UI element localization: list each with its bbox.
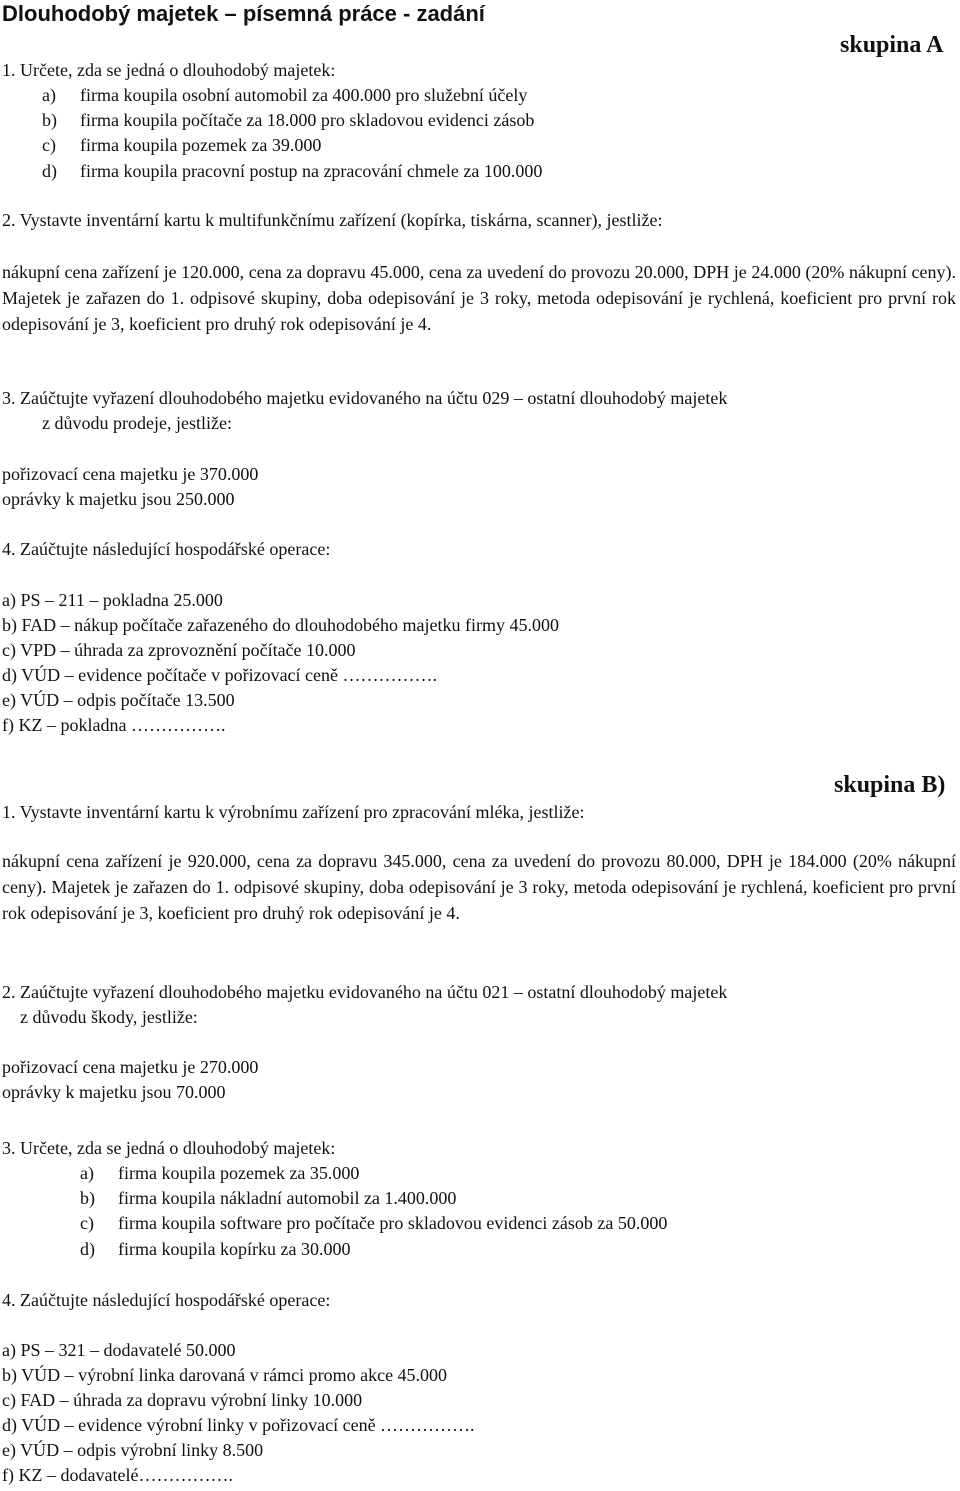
operation-line: b) FAD – nákup počítače zařazeného do dlouhodobého majetku firmy 45.000	[2, 615, 560, 635]
list-item	[80, 1211, 667, 1236]
list-item-letter: b)	[42, 110, 57, 130]
operation-line: f) KZ – dodavatelé…………….	[2, 1465, 233, 1485]
list-item-text: firma koupila software pro počítače pro skladovou evidenci zásob za 50.000	[118, 1213, 668, 1233]
a-q2-body: nákupní cena zařízení je 120.000, cena za dopravu 45.000, cena za uvedení do provozu 20.000, DPH je 24.000 (20% nákupní ceny). Majetek je zařazen do 1. odpisové skupiny, doba odepisování je 3 roky, metoda odepisování je rychlená, koeficient pro první rok odepisování je 3, koeficient pro druhý rok odepisování je 4.	[2, 262, 956, 334]
list-item	[42, 133, 321, 158]
list-item-text: firma koupila pracovní postup na zpracování chmele za 100.000	[80, 161, 543, 181]
list-item	[80, 1161, 359, 1186]
list-item	[80, 1186, 456, 1211]
list-item-text: firma koupila nákladní automobil za 1.400.000	[118, 1188, 457, 1208]
a-q1-heading: 1. Určete, zda se jedná o dlouhodobý majetek:	[2, 60, 336, 80]
b-q2-line1: pořizovací cena majetku je 270.000	[2, 1057, 259, 1077]
a-q4-heading: 4. Zaúčtujte následující hospodářské operace:	[2, 539, 331, 559]
operation-line: a) PS – 321 – dodavatelé 50.000	[2, 1340, 236, 1360]
b-q4-heading: 4. Zaúčtujte následující hospodářské operace:	[2, 1290, 331, 1310]
group-b-label: skupina B)	[834, 772, 946, 798]
list-item-text: firma koupila kopírku za 30.000	[118, 1239, 351, 1259]
a-q3-heading-cont: z důvodu prodeje, jestliže:	[42, 413, 232, 433]
list-item-text: firma koupila pozemek za 39.000	[80, 135, 322, 155]
operation-line: e) VÚD – odpis počítače 13.500	[2, 690, 235, 710]
a-q2-heading: 2. Vystavte inventární kartu k multifunkčnímu zařízení (kopírka, tiskárna, scanner), jestliže:	[2, 210, 663, 230]
operation-line: a) PS – 211 – pokladna 25.000	[2, 590, 223, 610]
list-item-letter: d)	[42, 161, 57, 181]
operation-line: b) VÚD – výrobní linka darovaná v rámci promo akce 45.000	[2, 1365, 448, 1385]
operation-line: c) FAD – úhrada za dopravu výrobní linky 10.000	[2, 1390, 363, 1410]
a-q3-line1: pořizovací cena majetku je 370.000	[2, 464, 259, 484]
b-q2-line2: oprávky k majetku jsou 70.000	[2, 1082, 226, 1102]
list-item-letter: b)	[80, 1188, 95, 1208]
list-item-letter: a)	[80, 1163, 94, 1183]
list-item	[42, 83, 527, 108]
a-q3-line2: oprávky k majetku jsou 250.000	[2, 489, 235, 509]
b-q2-heading-cont: z důvodu škody, jestliže:	[20, 1007, 198, 1027]
page-title: Dlouhodobý majetek – písemná práce - zadání	[2, 1, 485, 26]
operation-line: f) KZ – pokladna …………….	[2, 715, 226, 735]
list-item-text: firma koupila počítače za 18.000 pro skladovou evidenci zásob	[80, 110, 535, 130]
operation-line: e) VÚD – odpis výrobní linky 8.500	[2, 1440, 264, 1460]
operation-line: d) VÚD – evidence počítače v pořizovací ceně …………….	[2, 665, 438, 685]
b-q2-heading: 2. Zaúčtujte vyřazení dlouhodobého majetku evidovaného na účtu 021 – ostatní dlouhodobý majetek	[2, 982, 728, 1002]
operation-line: c) VPD – úhrada za zprovoznění počítače 10.000	[2, 640, 356, 660]
list-item-text: firma koupila pozemek za 35.000	[118, 1163, 360, 1183]
list-item-letter: a)	[42, 85, 56, 105]
list-item-text: firma koupila osobní automobil za 400.000 pro služební účely	[80, 85, 528, 105]
a-q3-heading: 3. Zaúčtujte vyřazení dlouhodobého majetku evidovaného na účtu 029 – ostatní dlouhodobý majetek	[2, 388, 728, 408]
list-item-letter: d)	[80, 1239, 95, 1259]
b-q1-body: nákupní cena zařízení je 920.000, cena za dopravu 345.000, cena za uvedení do provozu 80.000, DPH je 184.000 (20% nákupní ceny). Majetek je zařazen do 1. odpisové skupiny, doba odepisování je 3 roky, metoda odepisování je rychlená, koeficient pro první rok odepisování je 3, koeficient pro druhý rok odepisování je 4.	[2, 851, 956, 923]
list-item	[42, 108, 534, 133]
group-a-label: skupina A	[840, 32, 944, 58]
list-item	[42, 159, 542, 184]
b-q3-heading: 3. Určete, zda se jedná o dlouhodobý majetek:	[2, 1138, 336, 1158]
list-item-letter: c)	[42, 135, 56, 155]
operation-line: d) VÚD – evidence výrobní linky v pořizovací ceně …………….	[2, 1415, 475, 1435]
b-q1-heading: 1. Vystavte inventární kartu k výrobnímu zařízení pro zpracování mléka, jestliže:	[2, 802, 585, 822]
list-item-letter: c)	[80, 1213, 94, 1233]
list-item	[80, 1237, 350, 1262]
